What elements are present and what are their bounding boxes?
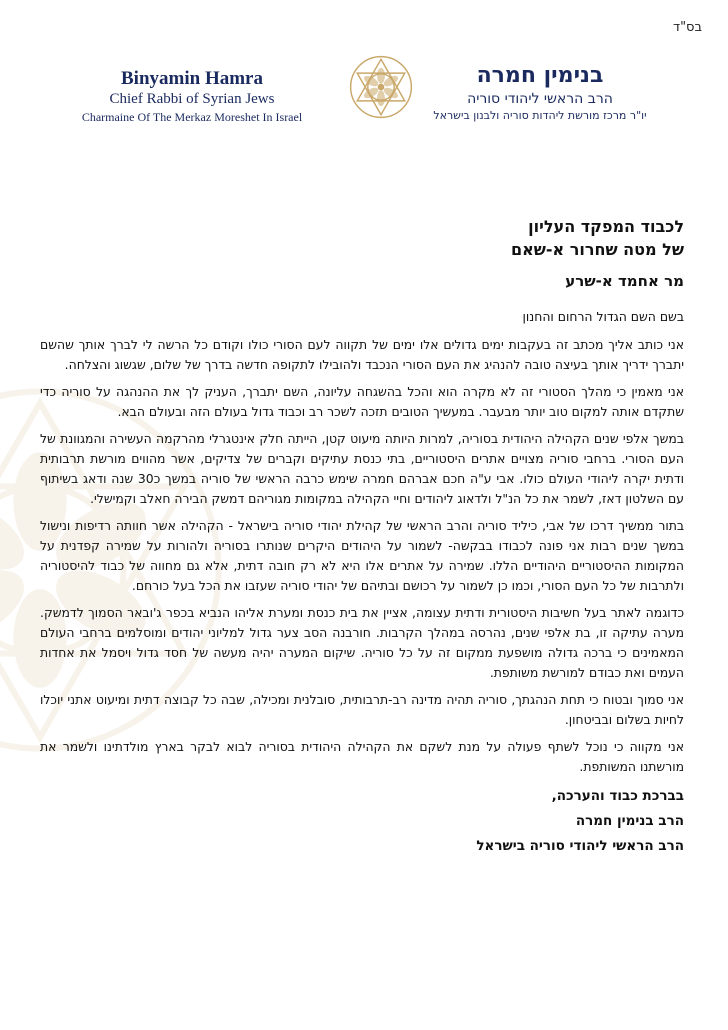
paragraph-7: אני מקווה כי נוכל לשתף פעולה על מנת לשקם את הקהילה היהודית בסוריה לבוא לבקר בארץ מולדתינו ולשמר את מורשתנו המשותפת. bbox=[40, 739, 684, 774]
recipient-name: מר אחמד א-שרע bbox=[565, 272, 684, 290]
signature-title: הרב הראשי ליהודי סוריה בישראל bbox=[476, 838, 684, 854]
paragraph-6: אני סמוך ובטוח כי תחת הנהגתך, סוריה תהיה מדינה רב-תרבותית, סובלנית ומכילה, שבה כל קבוצה דתית ומיעוט אתני יוכלו לחיות בשלום ובביטחון. bbox=[40, 692, 684, 727]
english-subtitle: Charmaine Of The Merkaz Moreshet In Israel bbox=[81, 110, 303, 124]
closing-line: בברכת כבוד והערכה, bbox=[551, 788, 684, 804]
paragraph-2: אני מאמין כי מהלך הסטורי זה לא מקרה הוא והכל בהשגחה עליונה, השם יתברך, העניק לך את ההנהגה על סוריה כדי שתקדם אותה למקום טוב יותר מבעבר. במעשיך הטובים תזכה לשכר רב וכבוד גדול בעולם הזה ובעולם הבא. bbox=[40, 384, 684, 419]
address-line-1: לכבוד המפקד העליון bbox=[528, 217, 684, 236]
paragraph-4: בתור ממשיך דרכו של אבי, כיליד סוריה והרב הראשי של קהילת יהודי סוריה בישראל - הקהילה אשר חוותה רדיפות ונישול במשך שנים רבות אני פונה לכבודו בבקשה- לשמור על היהודים היקרים שנותרו בסוריה ולהורות על שמירה קפדנית על המקומות ההיסטוריים היהודיים הללו. שמירה על אתרים אלו היא לא רק חובה דתית, אלא גם מחווה של כבוד להיסטוריה ולתרבות של כל העם הסורי, וכמו כן לשמור על רכושם ובתיהם של יהודי סוריה שעזבו את הכל בעל כורחם. bbox=[40, 518, 684, 593]
hebrew-name: בנימין חמרה bbox=[476, 63, 604, 88]
address-line-2: של מטה שחרור א-שאם bbox=[510, 240, 684, 259]
english-name: Binyamin Hamra bbox=[121, 68, 263, 89]
english-letterhead bbox=[72, 68, 312, 125]
greeting: בשם השם הגדול הרחום והחנון bbox=[522, 309, 684, 324]
paragraph-5: כדוגמה לאתר בעל חשיבות היסטורית ודתית עצומה, אציין את בית כנסת ומערת אליהו הנביא בכפר ג'ובאר הסמוך לדמשק. מערה עתיקה זו, בת אלפי שנים, נהרסה במהלך הקרבות. חורבנה הסב צער גדול למליוני יהודים ומוסלמים ברחבי העולם המאמינים כי ברכה גדולה מושפעת ממקום זה על כל סוריה. שיקום המערה יהיה מעשה של חסד גדול ויסמל את אחדות העמים ואת כבודם למורשת משותפת. bbox=[40, 605, 684, 680]
paragraph-1: אני כותב אליך מכתב זה בעקבות ימים גדולים אלו ימים של תקווה לעם הסורי כולו וקודם כל הרשה לי לברך אותך שהשם יתברך ידריך אותך בעיצה טובה להנהיג את העם הסורי הנכבד ולהובילו לתקופה חדשה בדרך של שלום, שגשוג והצלחה. bbox=[40, 337, 684, 372]
signature-name: הרב בנימין חמרה bbox=[575, 813, 684, 829]
english-title: Chief Rabbi of Syrian Jews bbox=[109, 91, 275, 107]
letter-body bbox=[40, 215, 684, 859]
hebrew-subtitle: יו"ר מרכז מורשת ליהדות סוריה ולבנון בישראל bbox=[433, 109, 647, 122]
bsd-mark: בס"ד bbox=[672, 20, 702, 35]
hebrew-title: הרב הראשי ליהודי סוריה bbox=[467, 91, 613, 107]
paragraph-3: במשך אלפי שנים הקהילה היהודית בסוריה, למרות היותה מיעוט קטן, הייתה חלק אינטגרלי מהרקמה העשירה והמגוונת של העם הסורי. ברחבי סוריה מצויים אתרים היסטוריים, בתי כנסת עתיקים וקברים של צדיקים, אשר מהווים מורשת תרבותית ודתית יקרה ליהודי העולם כולו. אבי ע"ה חכם אברהם חמרה שימש כרבה הראשי של סוריה במשך כ30 שנה ודאג בשיתוף עם השלטון דאז, לשמר את כל הנ"ל ולדאוג ליהודים וחיי הקהילה במקומות מגוריהם דמשק הבירה חאלב וקמישלי. bbox=[40, 431, 685, 506]
hebrew-letterhead bbox=[390, 62, 690, 123]
